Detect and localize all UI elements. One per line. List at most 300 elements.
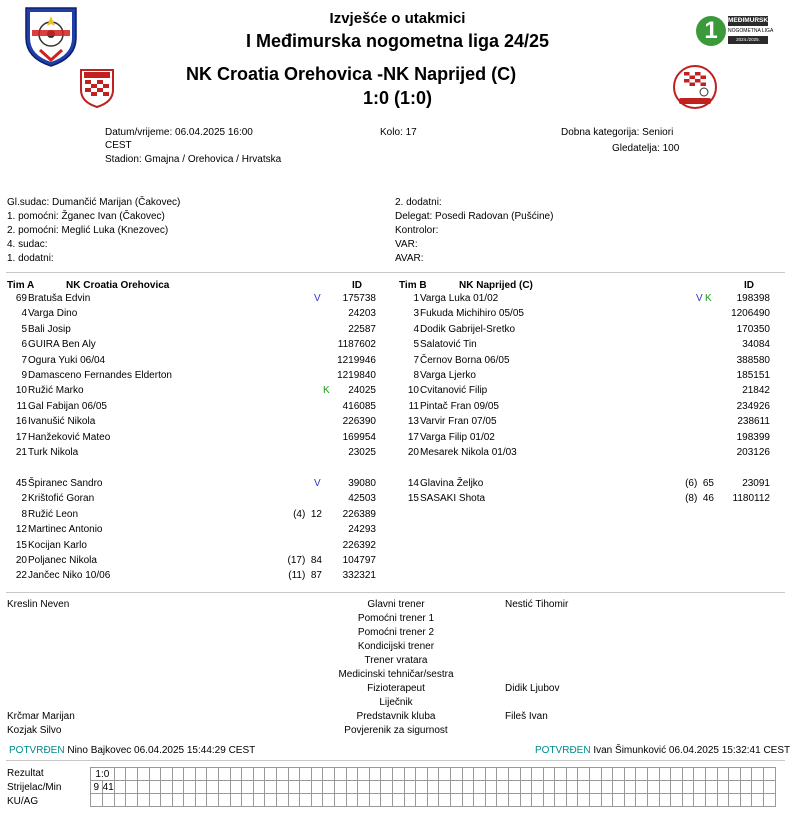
player-number: 21 (15, 447, 27, 458)
away-staff-name: Didik Ljubov (505, 683, 560, 694)
result-grid-cell (219, 768, 231, 781)
player-number: 14 (407, 478, 419, 489)
result-grid-cell (207, 794, 219, 807)
player-name: Varvir Fran 07/05 (420, 416, 497, 428)
player-id: 23025 (348, 447, 376, 458)
result-grid-cell (624, 794, 636, 807)
result-grid-cell (137, 768, 149, 781)
player-id: 23091 (742, 478, 770, 489)
result-grid-cell (462, 768, 474, 781)
player-id: 170350 (736, 323, 770, 335)
result-grid-cell (740, 781, 752, 794)
result-grid-cell (404, 794, 416, 807)
result-grid-cell (392, 768, 404, 781)
result-grid-cell (717, 794, 729, 807)
result-grid-cell (242, 794, 254, 807)
player-name: Bratuša Edvin (28, 293, 91, 304)
staff-role: Predstavnik kluba (356, 711, 436, 722)
player-id: 1206490 (731, 308, 770, 320)
result-grid-cell (682, 794, 694, 807)
result-grid-cell (763, 768, 775, 781)
result-grid-cell (729, 794, 741, 807)
player-name: Černov Borna 06/05 (420, 354, 510, 366)
result-grid-cell (752, 781, 764, 794)
official-line: 4. sudac: (7, 239, 48, 250)
player-id: 416085 (342, 400, 376, 412)
staff-role: Medicinski tehničar/sestra (338, 669, 454, 680)
player-number: 20 (15, 555, 27, 566)
result-grid-cell (277, 768, 289, 781)
result-grid-cell (671, 794, 683, 807)
player-id: 169954 (342, 431, 376, 443)
player-number: 17 (15, 431, 27, 443)
result-grid-cell (474, 781, 486, 794)
result-grid-cell (358, 781, 370, 794)
result-grid-cell (740, 794, 752, 807)
away-confirmation (535, 745, 790, 756)
league-logo-season: 2024./2025. (728, 36, 768, 44)
age-category: Dobna kategorija: Seniori (561, 127, 674, 138)
result-grid-cell (126, 794, 138, 807)
result-grid-cell (323, 781, 335, 794)
result-grid-cell (590, 781, 602, 794)
player-id: 238611 (737, 416, 770, 428)
result-grid-cell (300, 794, 312, 807)
result-grid-cell (543, 781, 555, 794)
player-id: 175738 (342, 293, 376, 304)
player-id: 42503 (348, 493, 376, 505)
result-grid-cell (520, 768, 532, 781)
player-number: 10 (15, 385, 27, 397)
player-name: Dodik Gabrijel-Sretko (420, 323, 516, 335)
result-grid-cell (172, 768, 184, 781)
league-title: I Međimurska nogometna liga 24/25 (245, 31, 550, 51)
result-grid-cell (439, 768, 451, 781)
result-grid-cell (601, 794, 613, 807)
result-grid-cell (149, 768, 161, 781)
result-grid (90, 767, 776, 807)
result-label: Rezultat (7, 768, 44, 779)
player-id: 104797 (342, 555, 376, 566)
result-grid-cell (91, 794, 103, 807)
federation-logo (20, 4, 82, 68)
confirmed-label: POTVRĐEN (535, 745, 591, 756)
player-number: 9 (21, 370, 27, 381)
result-grid-cell (682, 768, 694, 781)
result-grid-cell (566, 781, 578, 794)
result-grid-cell (450, 781, 462, 794)
result-grid-cell (497, 768, 509, 781)
team-a-label: Tim A (7, 280, 35, 291)
result-grid-cell (485, 781, 497, 794)
home-confirmation-text: Nino Bajkovec 06.04.2025 15:44:29 CEST (67, 745, 256, 756)
result-grid-cell (416, 781, 428, 794)
result-grid-cell (636, 768, 648, 781)
player-name: Ružić Marko (28, 385, 84, 397)
result-grid-cell (184, 781, 196, 794)
result-grid-cell (590, 794, 602, 807)
result-grid-cell (195, 794, 207, 807)
player-id: 198399 (736, 431, 770, 443)
result-grid-cell (242, 768, 254, 781)
away-staff-name: Fileš Ivan (505, 711, 548, 722)
result-grid-cell (416, 794, 428, 807)
result-grid-cell (416, 768, 428, 781)
home-team-logo (78, 66, 116, 108)
player-id: 39080 (348, 478, 376, 489)
player-name: Cvitanović Filip (420, 385, 488, 397)
result-grid-cell (323, 794, 335, 807)
result-grid-cell (230, 794, 242, 807)
attendance: Gledatelja: 100 (612, 143, 680, 154)
player-number: 7 (413, 354, 419, 366)
goalkeeper-mark: V (314, 293, 321, 304)
result-grid-cell (335, 781, 347, 794)
player-number: 5 (21, 323, 27, 335)
away-staff-name: Nestić Tihomir (505, 599, 569, 610)
result-grid-cell (404, 768, 416, 781)
result-grid-cell (288, 794, 300, 807)
result-grid-cell (346, 794, 358, 807)
player-number: 22 (15, 570, 27, 582)
result-grid-cell (381, 781, 393, 794)
player-name: Jančec Niko 10/06 (28, 570, 111, 582)
divider (6, 760, 785, 761)
result-grid-cell (613, 768, 625, 781)
team-b-id-header: ID (744, 280, 754, 291)
league-logo (696, 14, 774, 48)
result-grid-cell (520, 781, 532, 794)
result-grid-cell (288, 781, 300, 794)
player-name: Bali Josip (28, 323, 71, 335)
result-grid-cell (265, 794, 277, 807)
result-grid-cell (613, 794, 625, 807)
player-id: 21842 (742, 385, 770, 397)
result-grid-cell (300, 768, 312, 781)
player-name: Glavina Željko (420, 478, 484, 489)
player-id: 234926 (736, 400, 770, 412)
away-confirmation-text: Ivan Šimunković 06.04.2025 15:32:41 CEST (593, 745, 791, 756)
result-grid-cell (717, 781, 729, 794)
player-name: Mesarek Nikola 01/03 (420, 447, 517, 458)
result-grid-cell (311, 768, 323, 781)
result-grid-cell (671, 781, 683, 794)
home-team-name: NK Croatia Orehovica (186, 64, 373, 84)
player-name: Varga Ljerko (420, 370, 476, 381)
team-separator: - (377, 64, 384, 84)
player-number: 8 (21, 508, 27, 520)
player-number: 6 (21, 339, 27, 351)
result-grid-cell (114, 794, 126, 807)
substitution-info: (6) 65 (685, 478, 714, 489)
official-line: 1. dodatni: (7, 253, 54, 264)
player-number: 11 (16, 400, 27, 412)
result-grid-cell (219, 794, 231, 807)
result-grid-row (91, 781, 776, 794)
result-grid-cell (694, 794, 706, 807)
result-grid-cell (543, 794, 555, 807)
player-id: 198398 (736, 293, 770, 304)
result-grid-cell (114, 768, 126, 781)
player-number: 15 (15, 539, 27, 551)
match-datetime: Datum/vrijeme: 06.04.2025 16:00 (105, 127, 253, 138)
goalkeeper-mark: V (314, 478, 321, 489)
player-name: Poljanec Nikola (28, 555, 97, 566)
player-name: Gal Fabijan 06/05 (28, 400, 107, 412)
result-grid-cell (300, 781, 312, 794)
player-name: Ogura Yuki 06/04 (28, 354, 106, 366)
result-grid-cell (485, 794, 497, 807)
official-line: Delegat: Posedi Radovan (Pušćine) (395, 211, 554, 222)
match-stadium: Stadion: Gmajna / Orehovica / Hrvatska (105, 154, 282, 165)
result-grid-cell: 1:0 (91, 768, 115, 781)
player-id: 1180112 (732, 493, 770, 505)
result-grid-cell (624, 781, 636, 794)
league-logo-text: MEĐIMURSKA (728, 17, 773, 24)
result-grid-cell (311, 781, 323, 794)
result-grid-cell (648, 781, 660, 794)
result-grid-cell (184, 768, 196, 781)
player-id: 332321 (342, 570, 376, 582)
result-grid-cell (161, 794, 173, 807)
result-grid-cell (404, 781, 416, 794)
result-grid-cell (508, 781, 520, 794)
result-grid-cell (706, 794, 718, 807)
result-grid-cell (265, 781, 277, 794)
result-grid-cell (369, 768, 381, 781)
player-name: Hanžeković Mateo (28, 431, 111, 443)
result-grid-cell (532, 781, 544, 794)
result-grid-cell (381, 794, 393, 807)
match-teams (186, 64, 516, 85)
result-grid-cell (323, 768, 335, 781)
staff-role: Trener vratara (364, 655, 428, 666)
result-grid-cell (497, 781, 509, 794)
result-grid-cell (485, 768, 497, 781)
team-a-name: NK Croatia Orehovica (66, 280, 170, 291)
player-id: 185151 (736, 370, 770, 381)
result-grid-cell (566, 794, 578, 807)
result-grid-cell (427, 781, 439, 794)
substitution-info: (4) 12 (293, 508, 322, 520)
player-id: 226390 (342, 416, 376, 428)
result-grid-cell (172, 781, 184, 794)
match-round: Kolo: 17 (380, 127, 417, 138)
home-staff-name: Krčmar Marijan (7, 711, 75, 722)
player-id: 1187602 (337, 339, 376, 351)
away-team-name: NK Naprijed (C) (383, 64, 517, 84)
player-number: 7 (21, 354, 27, 366)
result-grid-cell (253, 768, 265, 781)
result-grid-cell (195, 768, 207, 781)
result-grid-cell: 9 (91, 781, 103, 794)
result-grid-cell (242, 781, 254, 794)
player-name: Salatović Tin (420, 339, 477, 351)
official-line: Kontrolor: (395, 225, 439, 236)
result-grid-cell (566, 768, 578, 781)
player-name: Ružić Leon (28, 508, 79, 520)
result-grid-cell (624, 768, 636, 781)
player-number: 11 (408, 400, 419, 412)
player-number: 45 (15, 478, 27, 489)
result-grid-cell (508, 768, 520, 781)
substitution-info: (8) 46 (685, 493, 714, 505)
result-grid-cell (277, 781, 289, 794)
official-line: Gl.sudac: Dumančić Marijan (Čakovec) (7, 197, 181, 208)
result-grid-cell (578, 781, 590, 794)
result-grid-cell (369, 794, 381, 807)
substitution-info: (11) 87 (288, 570, 322, 582)
home-staff-name: Kozjak Silvo (7, 725, 62, 736)
staff-role: Povjerenik za sigurnost (344, 725, 448, 736)
player-id: 24203 (348, 308, 376, 320)
staff-role: Fizioterapeut (367, 683, 425, 694)
player-id: 203126 (736, 447, 770, 458)
result-grid-cell (114, 781, 126, 794)
result-grid-cell (636, 794, 648, 807)
result-grid-cell (532, 794, 544, 807)
result-grid-cell (682, 781, 694, 794)
result-grid-cell (358, 768, 370, 781)
team-a-id-header: ID (352, 280, 362, 291)
result-grid-cell (659, 768, 671, 781)
result-grid-cell (717, 768, 729, 781)
staff-role: Pomoćni trener 2 (357, 627, 435, 638)
result-grid-row (91, 768, 776, 781)
official-line: 1. pomoćni: Žganec Ivan (Čakovec) (7, 211, 165, 222)
result-grid-cell (763, 794, 775, 807)
result-grid-cell (392, 781, 404, 794)
player-name: SASAKI Shota (420, 493, 486, 505)
player-number: 5 (413, 339, 419, 351)
player-id: 24293 (348, 524, 376, 536)
player-id: 226389 (342, 508, 376, 520)
result-grid-cell (740, 768, 752, 781)
substitution-info: (17) 84 (287, 555, 322, 566)
player-id: 34084 (742, 339, 770, 351)
player-number: 13 (407, 416, 419, 428)
result-grid-cell (752, 794, 764, 807)
result-grid-cell (219, 781, 231, 794)
result-grid-cell (462, 781, 474, 794)
player-number: 8 (413, 370, 419, 381)
home-confirmation (9, 745, 255, 756)
away-team-logo (671, 64, 719, 110)
divider (6, 592, 785, 593)
result-grid-cell (590, 768, 602, 781)
result-grid-cell (729, 781, 741, 794)
result-grid-cell (462, 794, 474, 807)
player-name: Špiranec Sandro (28, 478, 103, 489)
team-b-name: NK Naprijed (C) (459, 280, 533, 291)
result-grid-cell (729, 768, 741, 781)
player-name: Pintač Fran 09/05 (420, 400, 499, 412)
result-grid-cell (358, 794, 370, 807)
result-grid-cell (694, 781, 706, 794)
result-grid-cell (439, 781, 451, 794)
player-id: 22587 (348, 323, 376, 335)
result-grid-cell (706, 781, 718, 794)
result-grid-cell (578, 794, 590, 807)
player-number: 2 (21, 493, 27, 505)
official-line: AVAR: (395, 253, 424, 264)
player-number: 4 (21, 308, 27, 320)
result-grid-cell (369, 781, 381, 794)
result-grid-cell (601, 768, 613, 781)
result-grid-cell (555, 794, 567, 807)
player-id: 226392 (342, 539, 376, 551)
player-name: Varga Dino (28, 308, 78, 320)
result-grid-cell (578, 768, 590, 781)
league-logo-number: 1 (696, 16, 726, 46)
player-name: Kocijan Karlo (28, 539, 87, 551)
player-name: Krištofić Goran (28, 493, 95, 505)
result-grid-cell (659, 781, 671, 794)
result-grid-cell (335, 794, 347, 807)
result-grid-cell (497, 794, 509, 807)
staff-role: Kondicijski trener (357, 641, 435, 652)
result-grid-cell (706, 768, 718, 781)
result-grid-cell (126, 781, 138, 794)
player-number: 17 (407, 431, 419, 443)
result-grid-cell (184, 794, 196, 807)
player-number: 15 (407, 493, 419, 505)
result-grid-cell (508, 794, 520, 807)
result-grid-cell (450, 768, 462, 781)
staff-role: Liječnik (379, 697, 413, 708)
result-grid-cell (137, 781, 149, 794)
result-grid-cell (439, 794, 451, 807)
result-grid-cell (601, 781, 613, 794)
result-grid-cell (253, 781, 265, 794)
player-name: Damasceno Fernandes Elderton (28, 370, 172, 381)
player-name: Varga Filip 01/02 (420, 431, 495, 443)
result-grid-cell (346, 781, 358, 794)
league-logo-sub: NOGOMETNA LIGA (728, 28, 774, 34)
result-grid-cell (763, 781, 775, 794)
result-grid-cell (636, 781, 648, 794)
player-id: 1219946 (337, 354, 376, 366)
result-grid-cell (253, 794, 265, 807)
result-grid-cell (427, 768, 439, 781)
result-grid-cell (230, 781, 242, 794)
captain-mark: K (323, 385, 330, 397)
player-name: Martinec Antonio (28, 524, 103, 536)
player-number: 10 (407, 385, 419, 397)
match-timezone: CEST (105, 140, 132, 151)
result-grid-cell (450, 794, 462, 807)
officials-right (395, 196, 553, 266)
report-title: Izvješće o utakmici (329, 10, 466, 27)
result-grid-cell (381, 768, 393, 781)
result-grid-cell (752, 768, 764, 781)
player-name: Turk Nikola (28, 447, 79, 458)
result-grid-cell (520, 794, 532, 807)
goalkeeper-mark: V (696, 293, 703, 304)
player-name: Ivanušić Nikola (28, 416, 96, 428)
result-grid-cell: 41 (102, 781, 114, 793)
result-grid-cell (532, 768, 544, 781)
result-grid-cell (277, 794, 289, 807)
result-grid-cell (265, 768, 277, 781)
official-line: VAR: (395, 239, 418, 250)
captain-mark: K (705, 293, 712, 304)
ku-ag-label: KU/AG (7, 796, 39, 807)
result-grid-cell (694, 768, 706, 781)
player-name: Varga Luka 01/02 (420, 293, 499, 304)
result-grid-cell (555, 768, 567, 781)
result-grid-cell (102, 794, 114, 807)
